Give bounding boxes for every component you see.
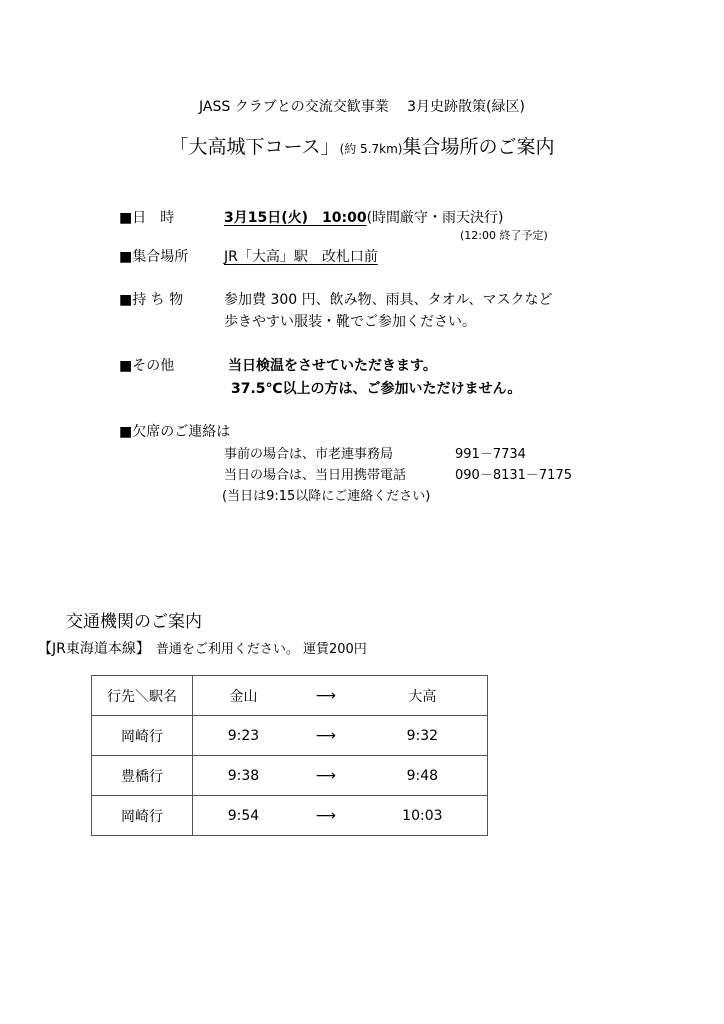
page-title <box>0 132 724 159</box>
other-line1: 当日検温をさせていただきます。 <box>228 358 437 374</box>
datetime-label: ■日 時 <box>119 210 175 226</box>
row-depart-time: 9:23 <box>193 716 294 756</box>
arrow-icon: ⟶ <box>294 716 358 756</box>
timetable-header-destination: 行先＼駅名 <box>92 676 193 716</box>
arrow-icon: ⟶ <box>294 676 358 716</box>
belongings-label: ■持 ち 物 <box>119 292 184 308</box>
arrow-icon: ⟶ <box>294 796 358 836</box>
row-destination: 岡崎行 <box>92 796 193 836</box>
row-arrive-time: 9:48 <box>358 756 488 796</box>
row-destination: 岡崎行 <box>92 716 193 756</box>
timetable-header-kanayama: 金山 <box>193 676 294 716</box>
datetime-value: 3月15日(火) 10:00 <box>224 210 367 226</box>
timetable <box>91 675 488 836</box>
rail-line-name: 【JR東海道本線】 <box>38 641 150 657</box>
table-row <box>92 716 488 756</box>
datetime-note: (時間厳守・雨天決行) <box>366 210 504 226</box>
title-course: 「大高城下コース」 <box>169 136 340 158</box>
meeting-value: JR「大高」駅 改札口前 <box>224 249 378 265</box>
row-depart-time: 9:54 <box>193 796 294 836</box>
rail-line-note: 普通をご利用ください。 運賃200円 <box>155 642 367 657</box>
row-depart-time: 9:38 <box>193 756 294 796</box>
row-destination: 豊橋行 <box>92 756 193 796</box>
title-guide: 集合場所のご案内 <box>402 136 555 158</box>
absence-number2: 090－8131－7175 <box>455 468 572 483</box>
meeting-label: ■集合場所 <box>119 249 189 265</box>
event-header: JASS クラブとの交流交歓事業 3月史跡散策(緑区) <box>199 99 525 115</box>
datetime-row <box>224 207 504 227</box>
absence-label: ■欠席のご連絡は <box>119 424 231 440</box>
row-arrive-time: 10:03 <box>358 796 488 836</box>
timetable-header-row <box>92 676 488 716</box>
table-row <box>92 796 488 836</box>
transport-line <box>38 638 367 658</box>
table-row <box>92 756 488 796</box>
belongings-line1: 参加費 300 円、飲み物、雨具、タオル、マスクなど <box>224 292 553 308</box>
other-line2: 37.5℃以上の方は、ご参加いただけません。 <box>231 381 522 397</box>
timetable-header-odaka: 大高 <box>358 676 488 716</box>
arrow-icon: ⟶ <box>294 756 358 796</box>
transport-heading: 交通機関のご案内 <box>66 612 202 632</box>
end-time-note: (12:00 終了予定) <box>460 229 548 242</box>
other-label: ■その他 <box>119 358 175 374</box>
belongings-line2: 歩きやすい服装・靴でご参加ください。 <box>224 314 476 330</box>
row-arrive-time: 9:32 <box>358 716 488 756</box>
absence-line3: (当日は9:15以降にご連絡ください) <box>222 489 431 504</box>
title-distance: (約 5.7km) <box>339 142 403 156</box>
absence-number1: 991－7734 <box>455 447 526 462</box>
absence-line1: 事前の場合は、市老連事務局 <box>224 447 394 462</box>
absence-line2: 当日の場合は、当日用携帯電話 <box>224 468 407 483</box>
